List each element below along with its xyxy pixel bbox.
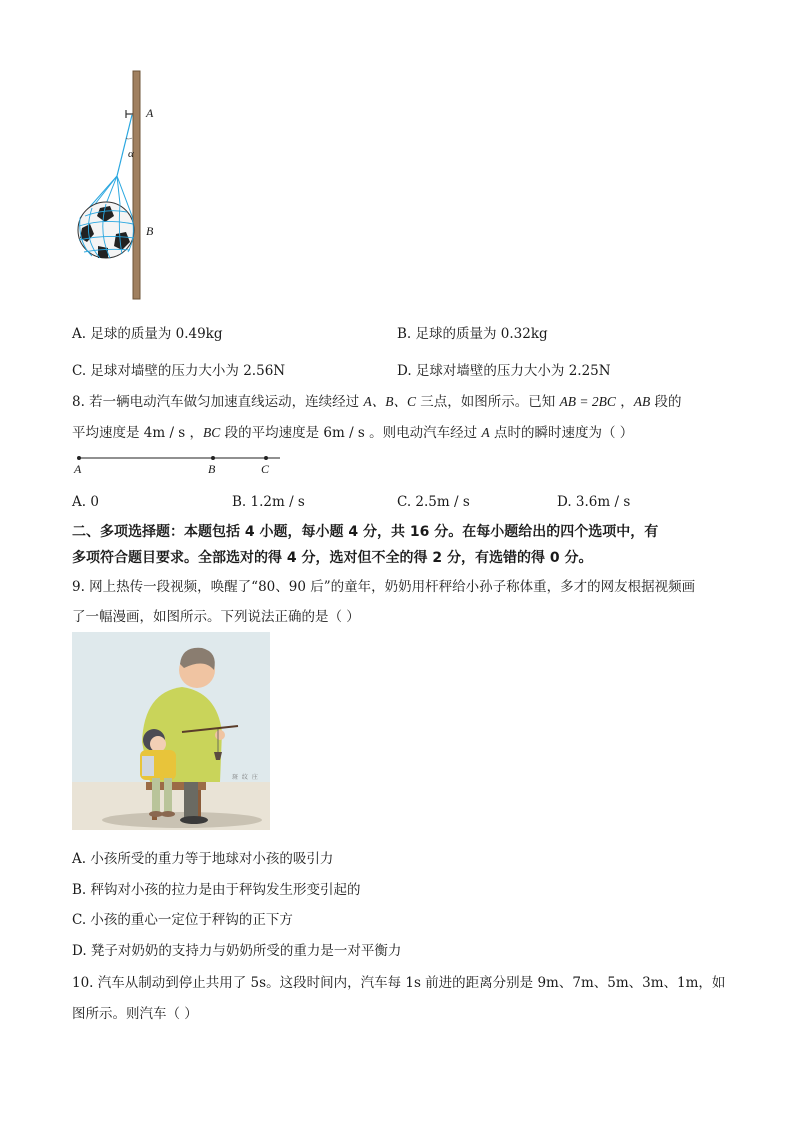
q8-stem-line1: 8. 若一辆电动汽车做匀加速直线运动，连续经过 A、B、C 三点，如图所示。已知 AB = 2BC ，AB 段的	[72, 394, 682, 410]
q7-option-b: B. 足球的质量为 0.32kg	[397, 326, 548, 342]
q8-stem-line2: 平均速度是 4m / s ，BC 段的平均速度是 6m / s 。则电动汽车经过 A 点时的瞬时速度为（ ）	[72, 425, 634, 441]
q10-stem-line1: 10. 汽车从制动到停止共用了 5s。这段时间内，汽车每 1s 前进的距离分别是 9m、7m、5m、3m、1m，如	[72, 975, 726, 991]
q8-option-b: B. 1.2m / s	[232, 494, 305, 510]
q8-option-c: C. 2.5m / s	[397, 494, 470, 510]
point-a-dot	[77, 456, 81, 460]
q7-option-c: C. 足球对墙壁的压力大小为 2.56N	[72, 363, 286, 379]
q9-option-c: C. 小孩的重心一定位于秤钩的正下方	[72, 912, 293, 928]
q7-option-a: A. 足球的质量为 0.49kg	[72, 326, 223, 342]
section2-heading-line1: 二、多项选择题：本题包括 4 小题，每小题 4 分，共 16 分。在每小题给出的四个选项中，有	[72, 524, 659, 540]
football-wall-figure	[70, 68, 170, 303]
q10-stem-line2: 图所示。则汽车（ ）	[72, 1006, 198, 1022]
q9-stem-line1: 9. 网上热传一段视频，唤醒了“80、90 后”的童年，奶奶用杆秤给小孙子称体重，多才的网友根据视频画	[72, 579, 696, 595]
q9-stem-line2: 了一幅漫画，如图所示。下列说法正确的是（ ）	[72, 609, 360, 625]
point-b-label: B	[146, 224, 154, 238]
grandma-scale-illustration	[72, 632, 270, 830]
diagram-label-a: A	[74, 462, 82, 476]
q9-option-d: D. 凳子对奶奶的支持力与奶奶所受的重力是一对平衡力	[72, 943, 402, 959]
q8-option-a: A. 0	[72, 494, 99, 510]
wall	[133, 71, 140, 299]
rope	[117, 115, 132, 176]
illustration-watermark: 斑 纹 庄	[232, 774, 259, 781]
diagram-label-c: C	[261, 462, 270, 476]
point-c-dot	[264, 456, 268, 460]
angle-alpha-label: α	[128, 148, 134, 160]
q9-option-a: A. 小孩所受的重力等于地球对小孩的吸引力	[72, 851, 334, 867]
q8-option-d: D. 3.6m / s	[557, 494, 631, 510]
q9-option-b: B. 秤钩对小孩的拉力是由于秤钩发生形变引起的	[72, 882, 361, 898]
football-wall-diagram	[70, 68, 170, 303]
point-b-dot	[211, 456, 215, 460]
diagram-label-b: B	[208, 462, 216, 476]
point-a-label: A	[146, 106, 154, 120]
q7-option-d: D. 足球对墙壁的压力大小为 2.25N	[397, 363, 611, 379]
section2-heading-line2: 多项符合题目要求。全部选对的得 4 分，选对但不全的得 2 分，有选错的得 0 分。	[72, 550, 593, 566]
abc-line-diagram	[72, 450, 287, 480]
